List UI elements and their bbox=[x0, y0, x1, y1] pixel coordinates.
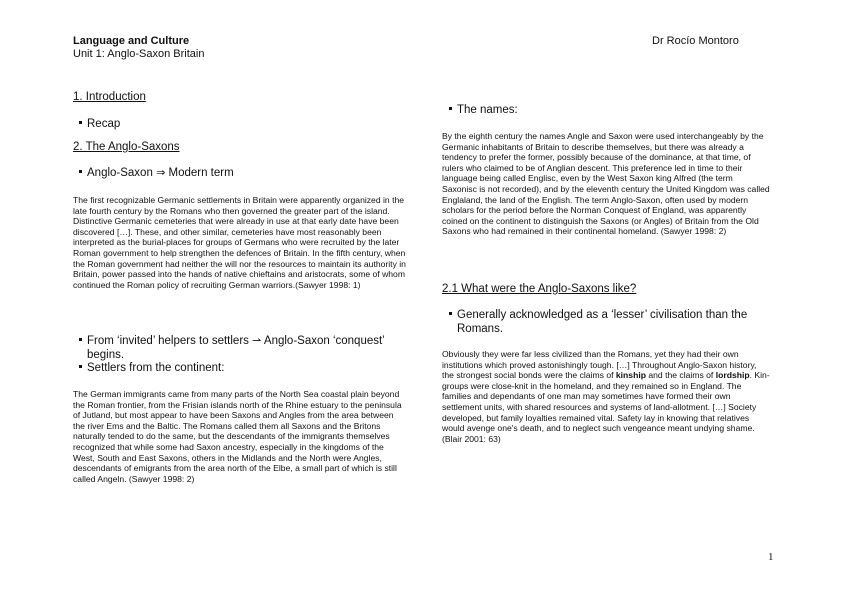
arrow-icon: ⇀ bbox=[252, 334, 262, 347]
kinship-text-c: . Kin-groups were close-knit in the homeland, and they remained so in England. The families and dependants of one man may sometimes have formed their own settlement units, with shared resources and systems of land-allotment. […] Society developed, but family loyalties remained vital. Safety lay in knowing that relatives would avenge one's death, and to neglect such vengeance meant undying shame. (Blair 2001: 63) bbox=[442, 370, 770, 444]
kinship-text-a: Obviously they were far less civilized than the Romans, yet they had their own institutions which proved astonishingly tough. […] Throughout Anglo-Saxon history, the strongest social bonds were the claims of bbox=[442, 349, 757, 381]
unit-subtitle: Unit 1: Anglo-Saxon Britain bbox=[73, 48, 205, 60]
anglo-saxons-heading: 2. The Anglo-Saxons bbox=[73, 141, 180, 153]
bullet-marker bbox=[449, 312, 452, 315]
bullet-marker bbox=[79, 338, 82, 341]
lordship-bold: lordship bbox=[715, 370, 750, 381]
invited-bullet bbox=[79, 334, 409, 362]
modern-term-text: Modern term bbox=[168, 167, 234, 179]
names-text: The names: bbox=[457, 104, 518, 116]
bullet-marker bbox=[79, 365, 82, 368]
document-title: Language and Culture bbox=[73, 35, 190, 47]
lesser-civilisation-bullet bbox=[449, 308, 769, 336]
recap-bullet bbox=[79, 117, 120, 131]
begins-text: begins. bbox=[87, 349, 125, 361]
author-name: Dr Rocío Montoro bbox=[652, 35, 739, 47]
lesser-text: Generally acknowledged as a ‘lesser’ civilisation than the bbox=[457, 309, 748, 321]
page-number: 1 bbox=[768, 551, 774, 563]
bullet-marker bbox=[449, 107, 452, 110]
kinship-text-b: and the claims of bbox=[645, 370, 716, 381]
settlers-text: Settlers from the continent: bbox=[87, 362, 225, 374]
intro-heading: 1. Introduction bbox=[73, 91, 146, 103]
anglo-saxons-like-heading: 2.1 What were the Anglo-Saxons like? bbox=[442, 283, 637, 295]
names-bullet bbox=[449, 103, 518, 117]
paragraph-immigrants: The German immigrants came from many parts of the North Sea coastal plain beyond the Roman frontier, from the Frisian islands north of the Rhine estuary to the peninsula of Jutland, but most appear to have been Saxons and Angles from the area between the river Ems and the Baltic. The Romans called them all Saxons and the Britons naturally tended to do the same, but the descendants of the immigrants themselves recognized that while some had Saxon ancestry, especially in the kingdoms of the West, South and East Saxons, others in the Midlands and the North were Angles, descendants of emigrants from the area north of the Elbe, a small part of which is still called Angeln. (Sawyer 1998: 2) bbox=[73, 389, 402, 484]
double-arrow-icon: ⇒ bbox=[156, 166, 166, 179]
romans-text: Romans. bbox=[457, 323, 504, 335]
bullet-marker bbox=[79, 121, 82, 124]
settlers-bullet bbox=[79, 361, 224, 375]
paragraph-kinship bbox=[442, 349, 770, 444]
conquest-text: Anglo-Saxon ‘conquest’ bbox=[263, 335, 385, 347]
paragraph-names: By the eighth century the names Angle and Saxon were used interchangeably by the Germanic inhabitants of Britain to describe themselves, but there was already a tendency to prefer the former, possibly because of the dominance, at that time, of rulers who claimed to be of Anglian descent. This preference led in time to their language being called Englisc, even by the West Saxon king Alfred (the term Saxonisc is not recorded), and by the eleventh century the United Kingdom was called Englaland, the land of the English. The term Anglo-Saxon, often used by modern scholars for the period before the Norman Conquest of England, was apparently coined on the continent to distinguish the Saxons (or Angles) of Britain from the Old Saxons who had remained in their continental homeland. (Sawyer 1998: 2) bbox=[442, 131, 770, 237]
kinship-bold: kinship bbox=[615, 370, 646, 381]
paragraph-settlements: The first recognizable Germanic settlements in Britain were apparently organized in the late fourth century by the Romans who then governed the greater part of the island. Distinctive Germanic cemeteries that were already in use at that early date have been discovered […]. These, and other similar, cemeteries have most reasonably been interpreted as the burial-places for groups of Germans who were recruited by the later Roman government to help strengthen the defences of Britain. In the fifth century, when the Roman government had neither the will nor the resources to maintain its authority in Britain, power passed into the hands of native chieftains and aristocrats, some of whom continued the Roman policy of recruiting German warriors.(Sawyer 1998: 1) bbox=[73, 195, 406, 290]
anglo-saxon-term: Anglo-Saxon bbox=[87, 167, 153, 179]
invited-text: From ‘invited’ helpers to settlers bbox=[87, 335, 249, 347]
bullet-marker bbox=[79, 170, 82, 173]
anglo-saxon-term-bullet bbox=[79, 166, 234, 180]
recap-text: Recap bbox=[87, 118, 121, 130]
